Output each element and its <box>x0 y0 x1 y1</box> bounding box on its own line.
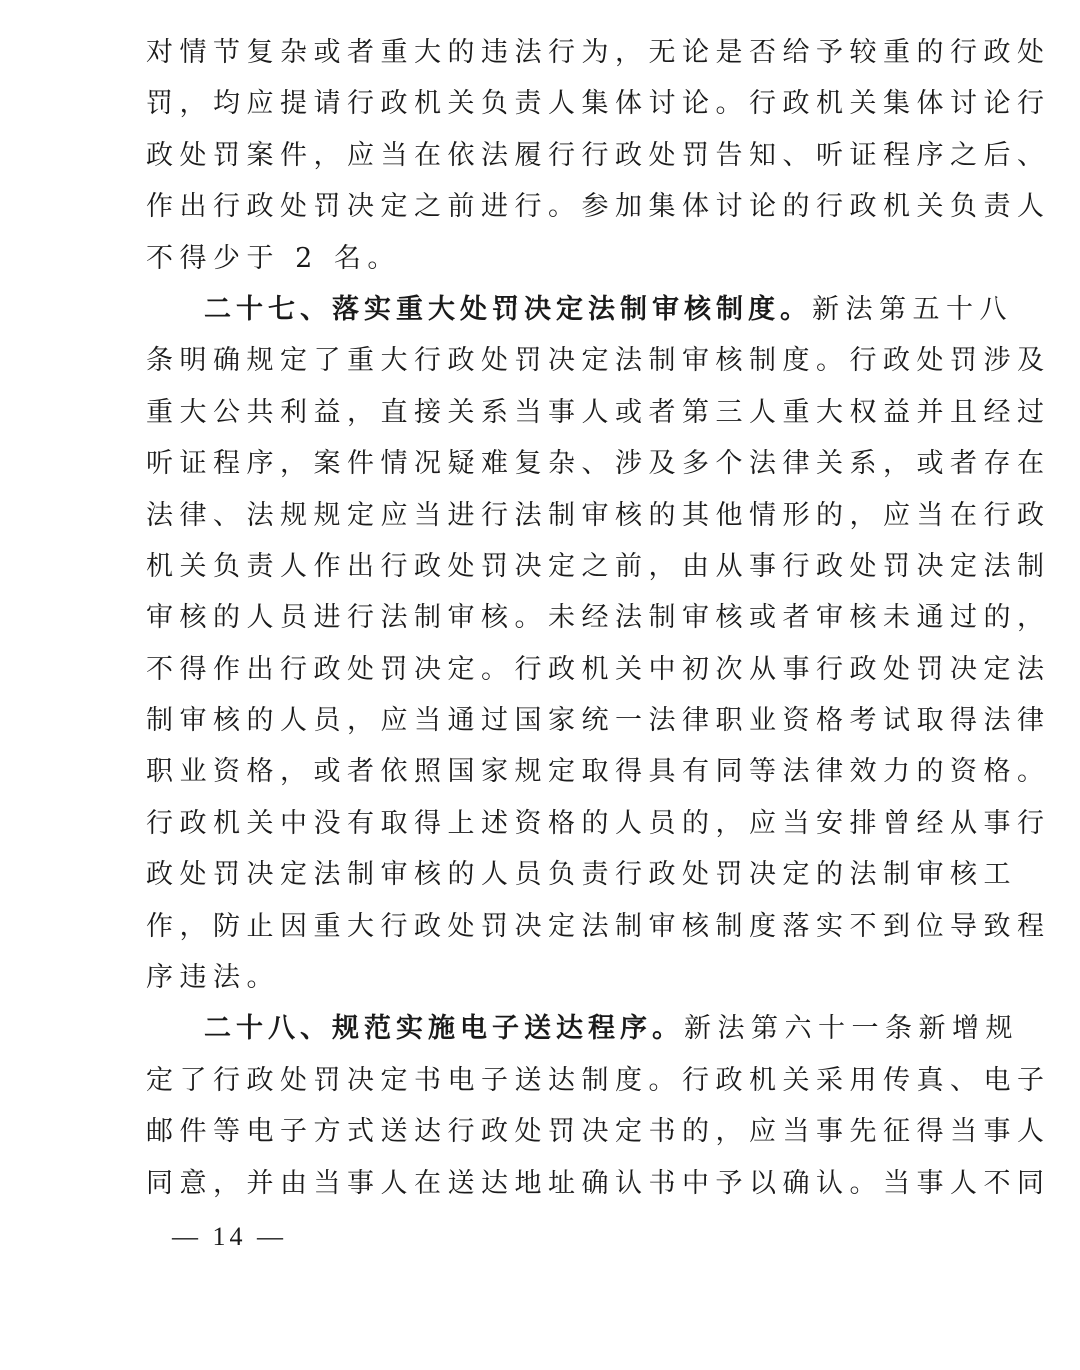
section-28-heading: 二十八、规范实施电子送达程序。 <box>204 1013 684 1045</box>
text-line: 作出行政处罚决定之前进行。参加集体讨论的行政机关负责人 <box>146 191 1051 223</box>
page-number: — 14 — <box>172 1222 287 1251</box>
text-line: 重大公共利益，直接关系当事人或者第三人重大权益并且经过 <box>146 396 1051 428</box>
text-line-rest: 新法第五十八 <box>812 293 1013 325</box>
section-27-heading: 二十七、落实重大处罚决定法制审核制度。 <box>204 293 812 325</box>
text-line: 行政机关中没有取得上述资格的人员的，应当安排曾经从事行 <box>146 807 1051 839</box>
text-line: 序违法。 <box>146 962 280 994</box>
text-line: 罚，均应提请行政机关负责人集体讨论。行政机关集体讨论行 <box>146 88 1051 120</box>
text-line: 政处罚决定法制审核的人员负责行政处罚决定的法制审核工 <box>146 859 1017 891</box>
text-line: 不得少于 2 名。 <box>146 242 401 274</box>
text-line: 政处罚案件，应当在依法履行行政处罚告知、听证程序之后、 <box>146 139 1051 171</box>
section-28-first-line <box>146 1003 1019 1054</box>
text-line: 邮件等电子方式送达行政处罚决定书的，应当事先征得当事人 <box>146 1116 1051 1148</box>
text-line: 作，防止因重大行政处罚决定法制审核制度落实不到位导致程 <box>146 910 1051 942</box>
text-line: 听证程序，案件情况疑难复杂、涉及多个法律关系，或者存在 <box>146 448 1051 480</box>
text-line-rest: 新法第六十一条新增规 <box>684 1013 1019 1045</box>
text-line: 职业资格，或者依照国家规定取得具有同等法律效力的资格。 <box>146 756 1051 788</box>
text-line: 定了行政处罚决定书电子送达制度。行政机关采用传真、电子 <box>146 1064 1051 1096</box>
section-27-first-line <box>146 284 1013 335</box>
text-line: 同意，并由当事人在送达地址确认书中予以确认。当事人不同 <box>146 1167 1051 1199</box>
text-line: 审核的人员进行法制审核。未经法制审核或者审核未通过的， <box>146 602 1051 634</box>
text-line: 机关负责人作出行政处罚决定之前，由从事行政处罚决定法制 <box>146 550 1051 582</box>
body-text <box>146 27 1051 1209</box>
text-line: 制审核的人员，应当通过国家统一法律职业资格考试取得法律 <box>146 705 1051 737</box>
text-line: 对情节复杂或者重大的违法行为，无论是否给予较重的行政处 <box>146 37 1051 68</box>
text-line: 不得作出行政处罚决定。行政机关中初次从事行政处罚决定法 <box>146 653 1051 685</box>
text-line: 条明确规定了重大行政处罚决定法制审核制度。行政处罚涉及 <box>146 345 1051 377</box>
text-line: 法律、法规规定应当进行法制审核的其他情形的，应当在行政 <box>146 499 1051 531</box>
